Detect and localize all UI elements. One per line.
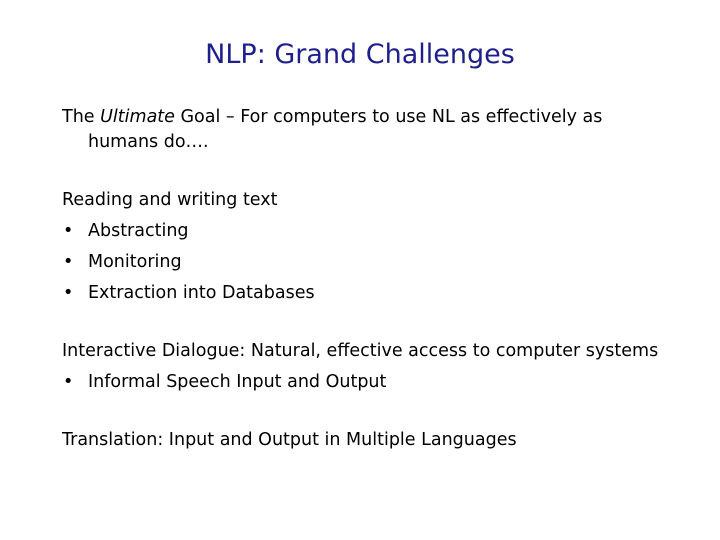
goal-emphasis: Ultimate — [100, 107, 175, 127]
slide-title: NLP: Grand Challenges — [205, 39, 515, 70]
bullet-text: Abstracting — [88, 221, 189, 241]
translation-heading: Translation: Input and Output in Multiple Languages — [62, 430, 517, 450]
bullet-item — [62, 281, 672, 306]
reading-heading: Reading and writing text — [62, 190, 278, 210]
bullet-item — [62, 219, 672, 244]
goal-rest: Goal – For computers to use NL as effectively as humans do…. — [88, 107, 603, 152]
bullet-item — [62, 250, 672, 275]
dialogue-heading: Interactive Dialogue: Natural, effective access to computer systems — [62, 341, 659, 361]
bullet-item — [62, 370, 672, 395]
bullet-icon: • — [63, 221, 74, 241]
bullet-text: Monitoring — [88, 252, 182, 272]
spacer — [62, 395, 672, 428]
spacer — [62, 155, 672, 188]
bullet-text: Extraction into Databases — [88, 283, 315, 303]
slide-body — [62, 105, 672, 453]
bullet-icon: • — [63, 252, 74, 272]
spacer — [62, 306, 672, 339]
bullet-text: Informal Speech Input and Output — [88, 372, 387, 392]
bullet-icon: • — [63, 283, 74, 303]
goal-prefix: The — [62, 107, 101, 127]
goal-paragraph — [62, 105, 672, 155]
bullet-icon: • — [63, 372, 74, 392]
